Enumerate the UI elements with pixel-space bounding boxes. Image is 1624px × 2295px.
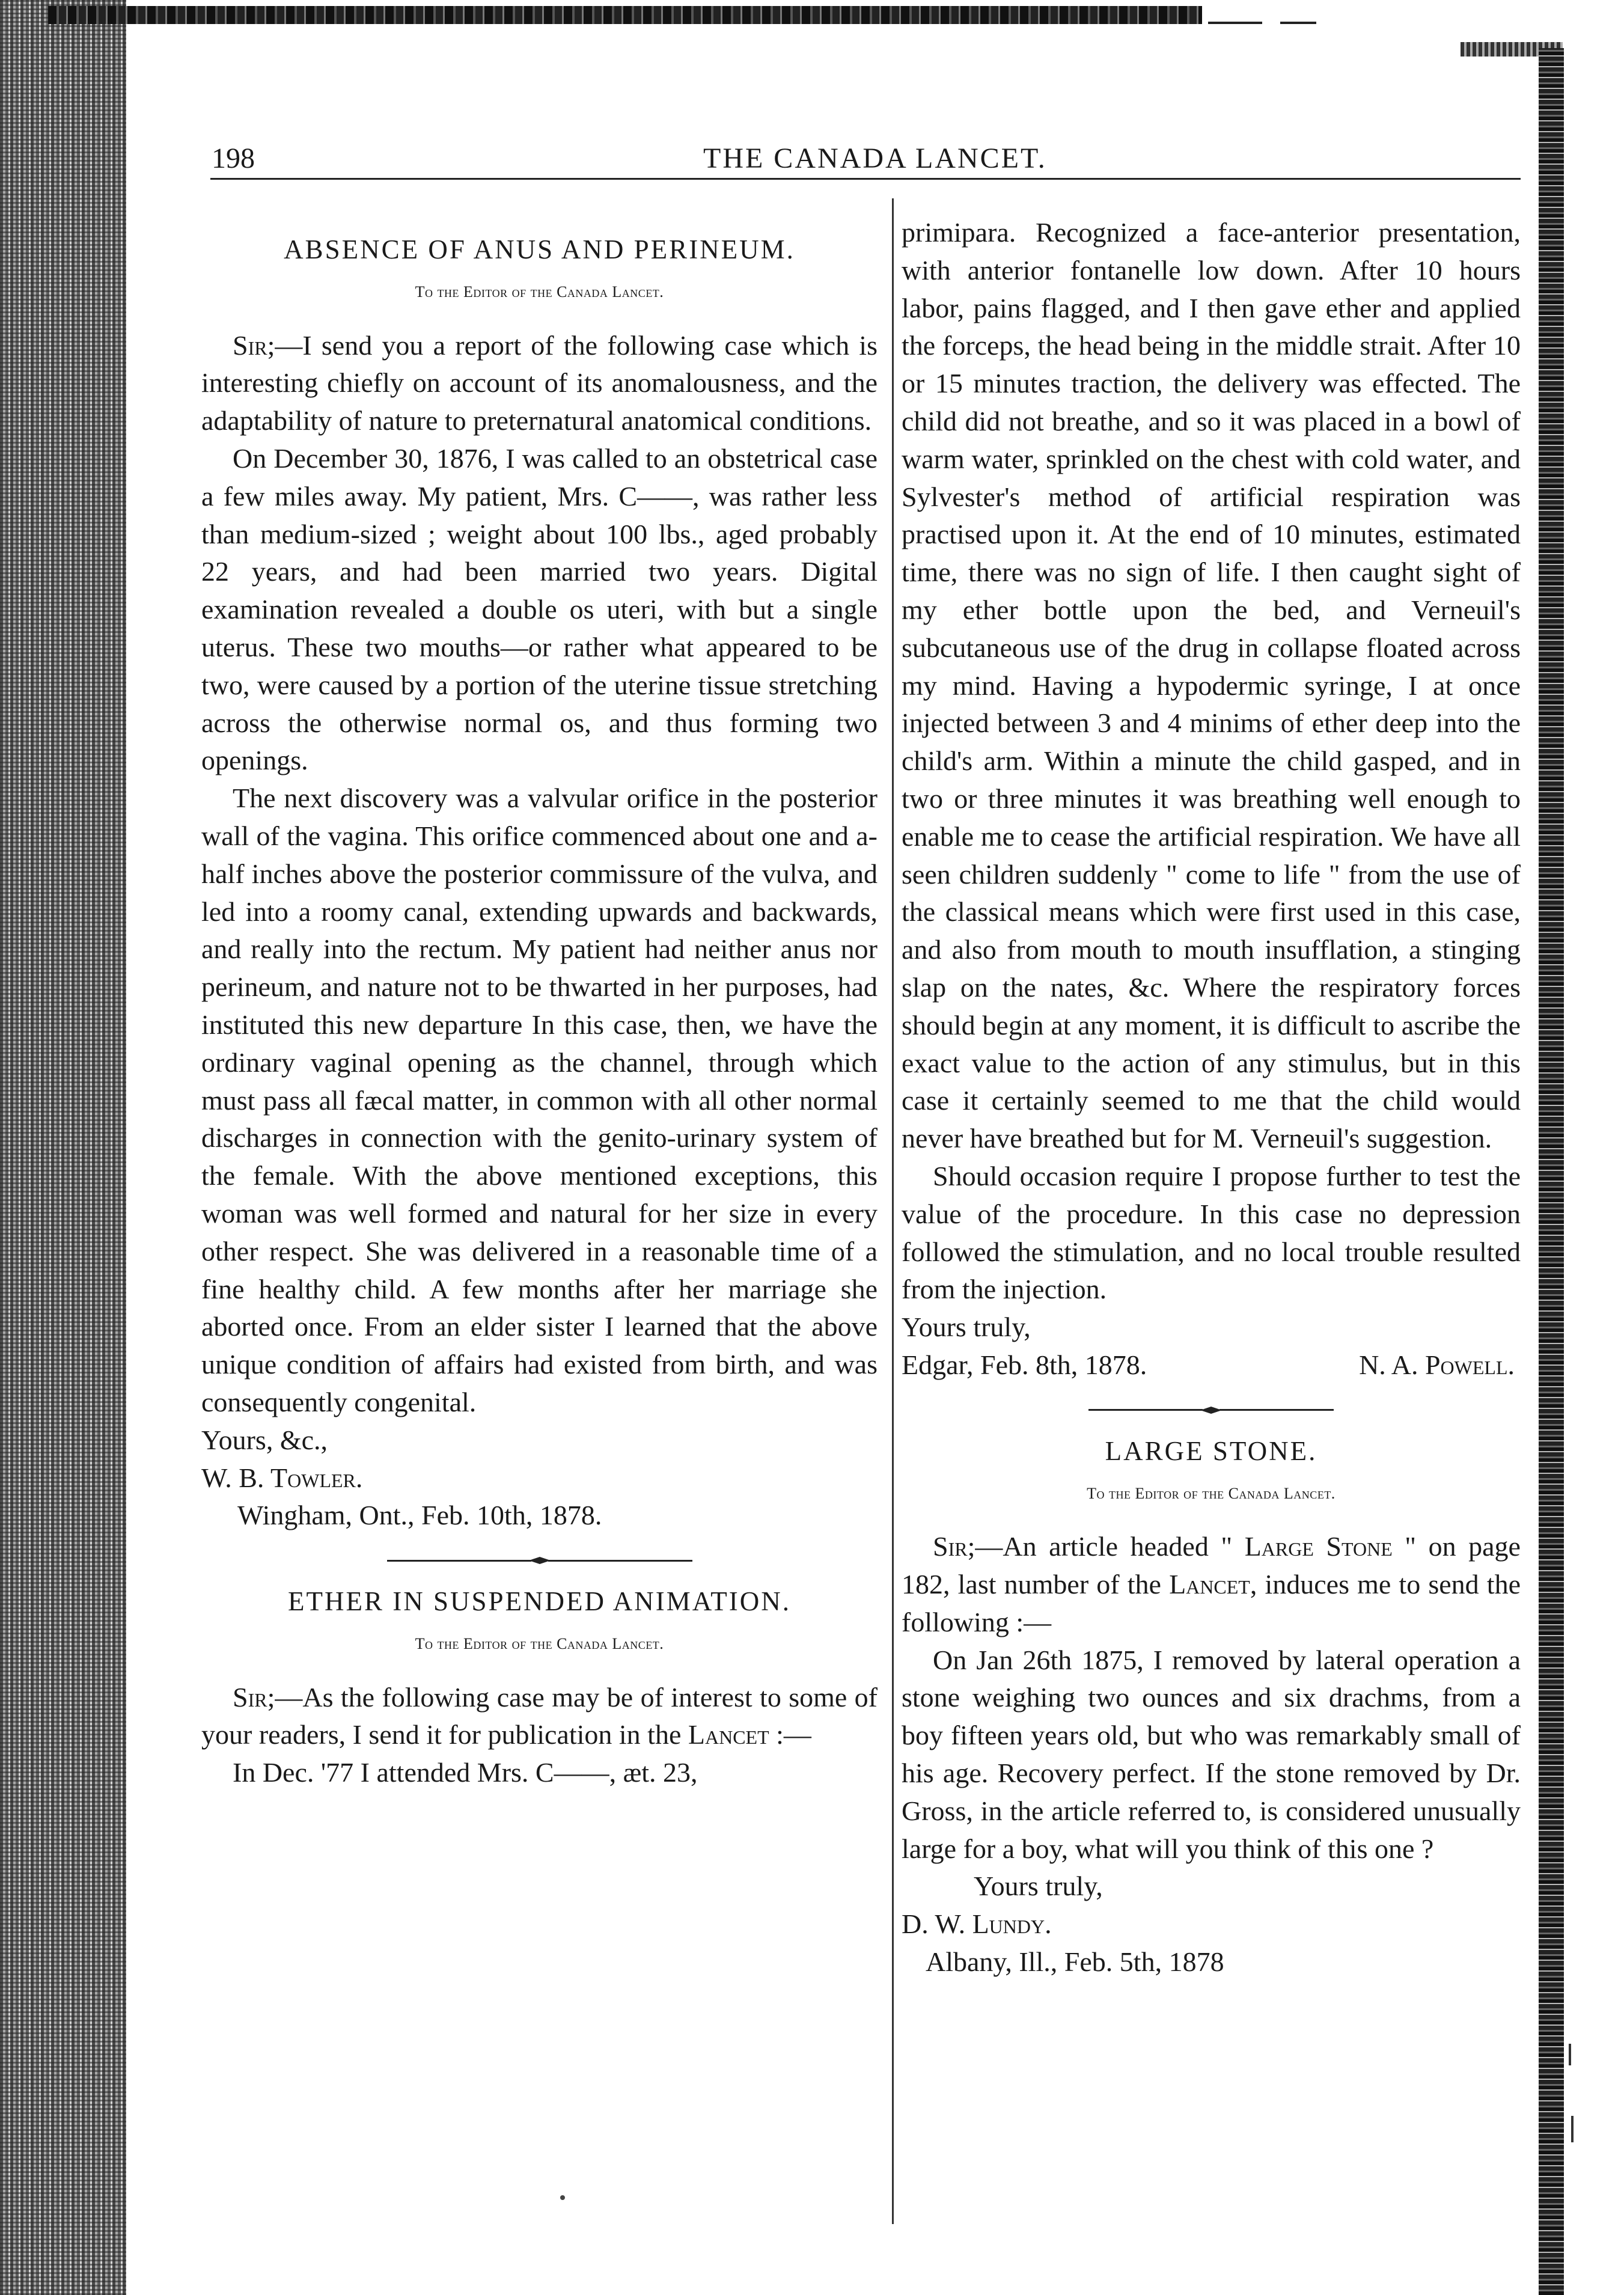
paragraph: On December 30, 1876, I was called to an obstetrical case a few miles away. My patient, Mrs. C——, was rather less than medium-sized ; weight about 100 lbs., aged probably 22 years, and had been married two years. Digital examination revealed a double os uteri, with but a single uterus. These two mouths—or rather what appeared to be two, were caused by a portion of the uterine tissue stretching across the otherwise normal os, and thus forming two openings.: [201, 442, 878, 776]
paragraph: [201, 327, 878, 440]
paragraph: primipara. Recognized a face-anterior presentation, with anterior fontanelle low down. After 10 hours labor, pains flagged, and I then gave ether and applied the forceps, the head being in the middle strait. After 10 or 15 minutes traction, the delivery was effected. The child did not breathe, and so it was placed in a bowl of warm water, sprinkled on the chest with cold water, and Sylvester's method of artificial respiration was practised upon it. At the end of 10 minutes, estimated time, there was no sign of life. I then caught sight of my ether bottle upon the bed, and Verneuil's subcutaneous use of the drug in collapse floated across my mind. Having a hypodermic syringe, I at once injected between 3 and 4 minims of ether deep into the child's arm. Within a minute the child gasped, and in two or three minutes it was breathing well enough to enable me to cease the artificial respiration. We have all seen children suddenly " come to life " from the use of the classical means which were first used in this case, and also from mouth to mouth insufflation, a stinging slap on the nates, &c. Where the respiratory forces should begin at any moment, it is difficult to ascribe the exact value to the action of any stimulus, but in this case it certainly seemed to me that the child would never have breathed but for M. Verneuil's suggestion.: [902, 217, 1521, 1154]
scan-top-dash: [1208, 22, 1262, 24]
closing: Yours truly,: [974, 1871, 1103, 1902]
running-head: THE CANADA LANCET.: [703, 142, 1047, 174]
closing: Yours, &c.,: [201, 1424, 328, 1455]
scan-left-edge: [0, 0, 126, 2295]
scan-speck: [560, 2195, 565, 2200]
paragraph-text: ;—An article headed ": [967, 1531, 1245, 1562]
signature: N. A. Powell.: [1359, 1349, 1515, 1380]
article-title: LARGE STONE.: [1105, 1435, 1317, 1466]
section-divider: [201, 1556, 878, 1565]
editor-line: To the Editor of the Canada Lancet.: [415, 283, 664, 301]
paragraph: [902, 1528, 1521, 1641]
column-rule: [892, 198, 894, 2224]
place-date: Wingham, Ont., Feb. 10th, 1878.: [237, 1500, 602, 1531]
page-number: 198: [212, 142, 255, 174]
journal-name: Lancet: [1169, 1569, 1250, 1600]
paragraph-text: " on page 182, last number of the: [902, 1531, 1521, 1600]
scan-mark: [1571, 2116, 1574, 2142]
section-divider: [902, 1406, 1521, 1414]
quoted-title: Large Stone: [1244, 1531, 1393, 1562]
paragraph: [201, 1679, 878, 1755]
editor-line: To the Editor of the Canada Lancet.: [415, 1634, 664, 1652]
signature: W. B. Towler.: [201, 1462, 363, 1493]
place-date: Albany, Ill., Feb. 5th, 1878: [926, 1946, 1224, 1978]
left-column: [201, 210, 878, 1792]
header-rule: [210, 178, 1521, 180]
paragraph: Should occasion require I propose further to test the value of the procedure. In this case no depression followed the stimulation, and no local trouble resulted from the injection.: [902, 1160, 1521, 1305]
salutation: Sir: [233, 1681, 267, 1713]
signature: D. W. Lundy.: [902, 1908, 1052, 1940]
paragraph-text: ;—As the following case may be of interest to some of your readers, I send it for publication in the: [201, 1681, 878, 1750]
paragraph-text: :—: [769, 1719, 811, 1750]
salutation: Sir: [933, 1531, 968, 1562]
paragraph-text: ;—I send you a report of the following case which is interesting chiefly on account of its anomalousness, and the adaptability of nature to preternatural anatomical conditions.: [201, 329, 878, 436]
place-date: Edgar, Feb. 8th, 1878.: [902, 1349, 1147, 1380]
editor-line: To the Editor of the Canada Lancet.: [1087, 1484, 1336, 1502]
scan-top-edge: [48, 6, 1202, 24]
salutation: Sir: [233, 329, 267, 361]
paragraph: On Jan 26th 1875, I removed by lateral operation a stone weighing two ounces and six drachms, from a boy fifteen years old, but who was remarkably small of his age. Recovery perfect. If the stone removed by Dr. Gross, in the article referred to, is considered unusually large for a boy, what will you think of this one ?: [902, 1644, 1521, 1864]
right-column: [902, 214, 1521, 1981]
closing: Yours truly,: [902, 1312, 1031, 1343]
paragraph: The next discovery was a valvular orifice in the posterior wall of the vagina. This orifice commenced about one and a-half inches above the posterior commissure of the vulva, and led into a roomy canal, extending upwards and backwards, and really into the rectum. My patient had neither anus nor perineum, and nature not to be thwarted in her purposes, had instituted this new departure In this case, then, we have the ordinary vaginal opening as the channel, through which must pass all fæcal matter, in common with all other normal discharges in connection with the genito-urinary system of the female. With the above mentioned exceptions, this woman was well formed and natural for her size in every other respect. She was delivered in a reasonable time of a fine healthy child. A few months after her marriage she aborted once. From an elder sister I learned that the above unique condition of affairs had existed from birth, and was consequently congenital.: [201, 783, 878, 1417]
scan-top-dash: [1280, 22, 1316, 24]
article-title: ABSENCE OF ANUS AND PERINEUM.: [284, 234, 795, 264]
scan-mark: [1569, 2044, 1571, 2065]
journal-name: Lancet: [688, 1719, 769, 1750]
signature-line: [902, 1346, 1521, 1384]
paragraph: In Dec. '77 I attended Mrs. C——, æt. 23,: [233, 1757, 698, 1788]
scan-right-edge: [1539, 48, 1564, 2295]
paragraph-text: , induces me to send the following :—: [902, 1569, 1521, 1637]
article-title: ETHER IN SUSPENDED ANIMATION.: [288, 1586, 791, 1617]
